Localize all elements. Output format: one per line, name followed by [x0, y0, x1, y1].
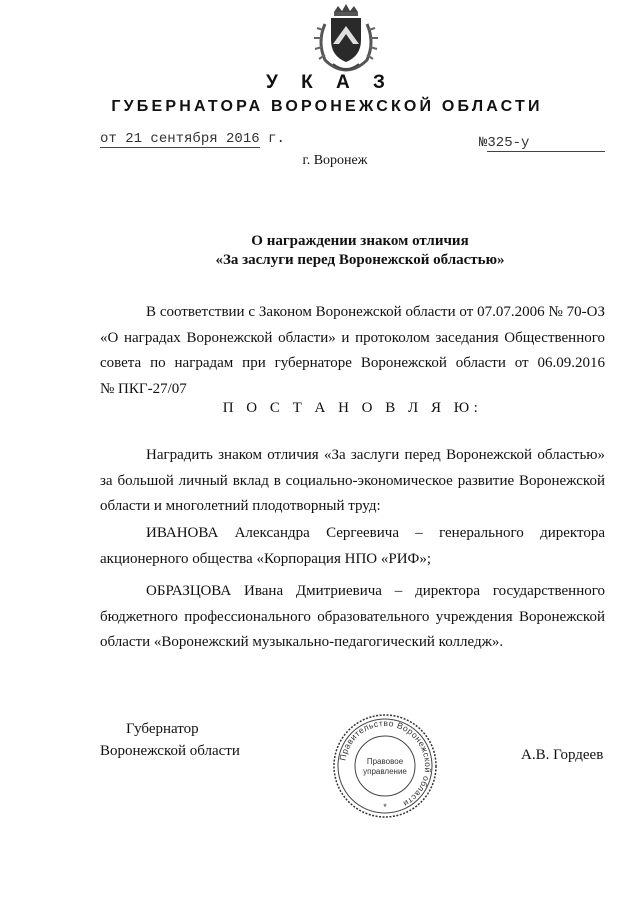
preamble-line: совета по наградам при губернаторе Воронежской области от 06.09.2016 [100, 355, 605, 371]
recipient-line: ОБРАЗЦОВА Ивана Дмитриевича – директора государственного [146, 583, 605, 599]
date-prefix: от [100, 131, 117, 147]
issuer-subtitle: ГУБЕРНАТОРА ВОРОНЕЖСКОЙ ОБЛАСТИ [111, 98, 543, 115]
number-value: 325-у [487, 135, 530, 151]
recipient-item [100, 579, 605, 656]
svg-text:управление: управление [363, 767, 407, 776]
preamble-paragraph [100, 300, 605, 402]
svg-text:*: * [383, 802, 387, 812]
recipient-line: ИВАНОВА Александра Сергеевича – генерального директора [146, 525, 605, 541]
heading-line-1: О награждении знаком отличия [251, 233, 469, 249]
signatory-position-line: Губернатор [126, 721, 199, 737]
award-line: Наградить знаком отличия «За заслуги перед Воронежской областью» [146, 447, 605, 463]
svg-text:Правовое: Правовое [366, 757, 404, 766]
city: г. Воронеж [302, 153, 368, 168]
heading-line-2: «За заслуги перед Воронежской областью» [215, 252, 505, 268]
svg-text:Правительство Воронежской обла: Правительство Воронежской области [337, 717, 434, 810]
recipient-line: бюджетного профессионального образовательного учреждения Воронежской [100, 608, 605, 625]
preamble-line: В соответствии с Законом Воронежской области от 07.07.2006 № 70-ОЗ [146, 304, 605, 320]
recipient-line: области «Воронежский музыкально-педагогический колледж». [100, 634, 504, 650]
preamble-line: № ПКГ-27/07 [100, 380, 187, 397]
coat-of-arms-icon [311, 4, 381, 74]
date-value: 21 сентября 2016 [125, 131, 260, 147]
date-line [100, 131, 285, 147]
signatory-name: А.В. Гордеев [521, 747, 604, 763]
recipient-item [100, 521, 605, 572]
document-type-title: У К А З [266, 72, 394, 93]
number-line [479, 135, 605, 152]
official-seal-stamp [331, 712, 439, 820]
signatory-position [100, 718, 240, 762]
resolve-word: П О С Т А Н О В Л Я Ю: [222, 400, 483, 416]
signatory-position-line: Воронежской области [100, 743, 240, 759]
date-suffix: г. [268, 131, 285, 147]
award-line: за большой личный вклад в социально-экономическое развитие Воронежской [100, 472, 605, 489]
preamble-line: «О наградах Воронежской области» и протоколом заседания Общественного [100, 329, 605, 346]
number-prefix: № [479, 135, 488, 151]
award-paragraph [100, 443, 605, 520]
award-line: области и многолетний плодотворный труд: [100, 498, 381, 514]
recipient-line: акционерного общества «Корпорация НПО «РИФ»; [100, 550, 432, 567]
